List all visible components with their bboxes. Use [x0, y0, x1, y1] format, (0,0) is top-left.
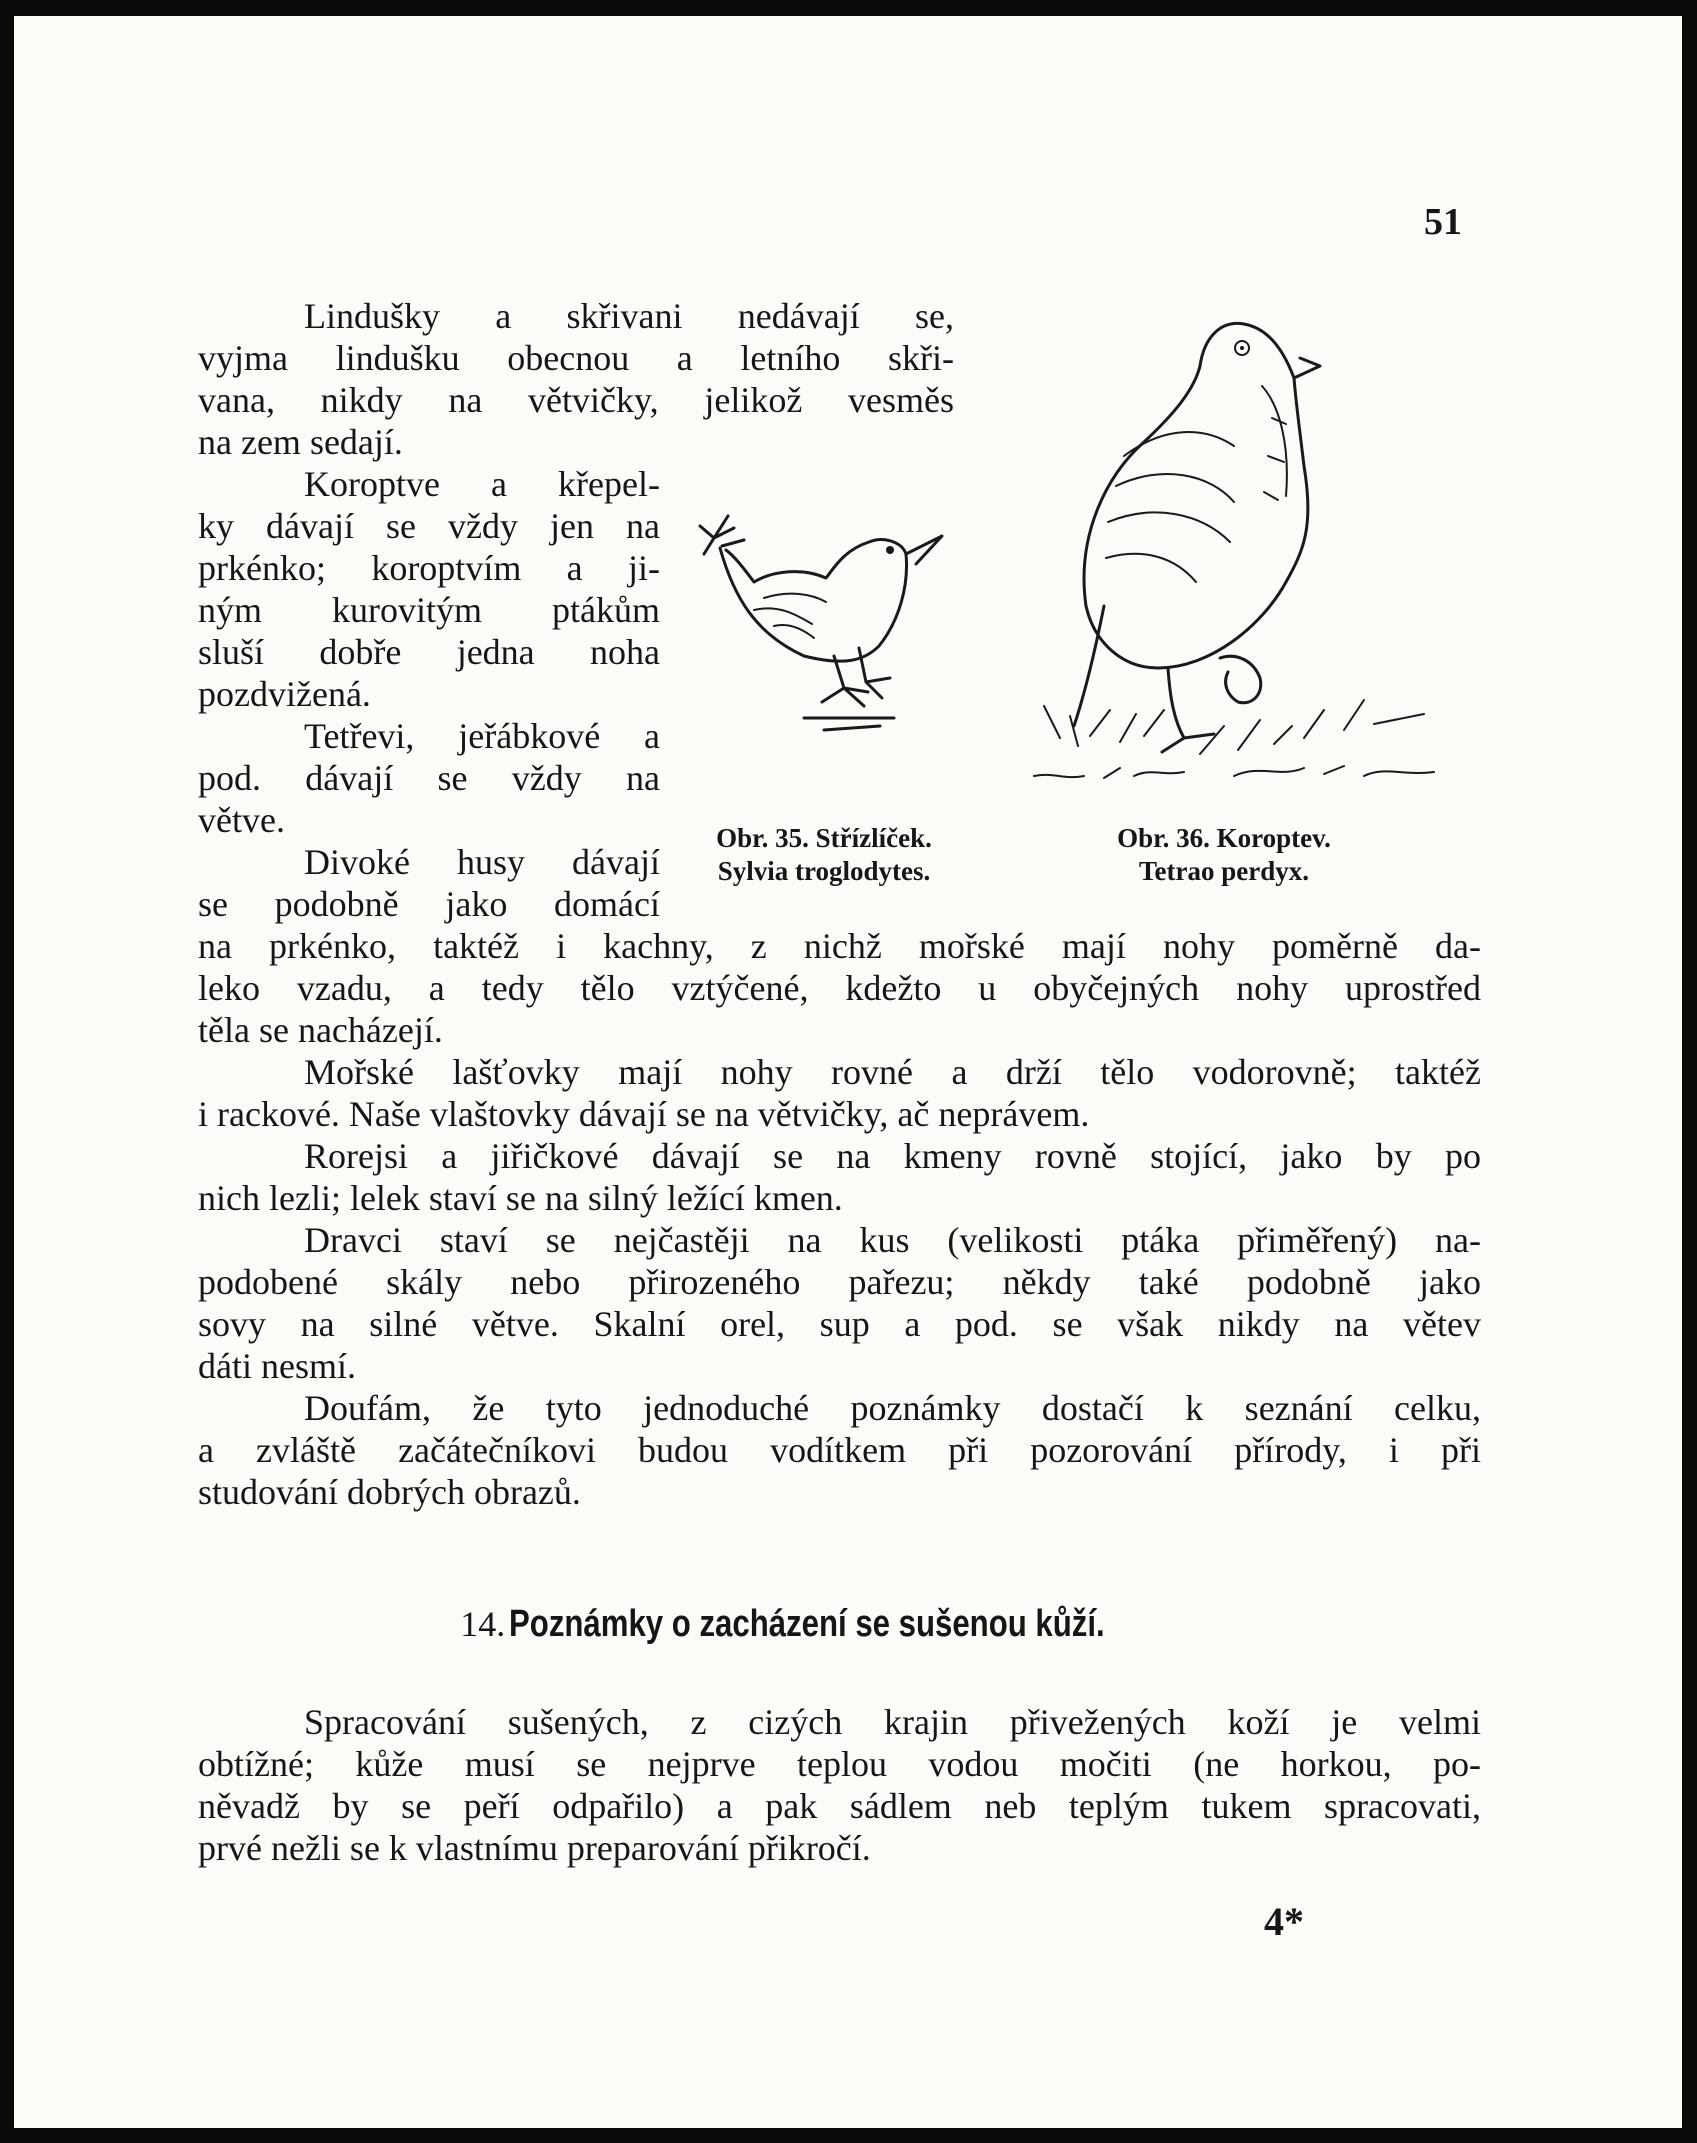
- text-line: Tetřevi, jeřábkové a: [304, 716, 660, 756]
- text-line: obtížné; kůže musí se nejprve teplou vodou močiti (ne horkou, po-: [198, 1744, 1481, 1784]
- text-line: prkénko; koroptvím a ji-: [198, 548, 660, 588]
- text-line: těla se nacházejí.: [198, 1010, 443, 1050]
- text-line: vana, nikdy na větvičky, jelikož vesměs: [198, 380, 954, 420]
- text-line: Mořské lašťovky mají nohy rovné a drží tělo vodorovně; taktéž: [304, 1052, 1481, 1092]
- text-line: Dravci staví se nejčastěji na kus (velikosti ptáka přiměřený) na-: [304, 1220, 1481, 1260]
- text-line: pozdvižená.: [198, 674, 371, 714]
- figure-35-number: Obr. 35. Střízlíček.: [716, 823, 932, 853]
- text-line: Lindušky a skřivani nedávají se,: [304, 296, 954, 336]
- text-line: leko vzadu, a tedy tělo vztýčené, kdežto u obyčejných nohy uprostřed: [198, 968, 1481, 1008]
- text-line: pod. dávají se vždy na: [198, 758, 660, 798]
- text-line: Rorejsi a jiřičkové dávají se na kmeny rovně stojící, jako by po: [304, 1136, 1481, 1176]
- text-line: ky dávají se vždy jen na: [198, 506, 660, 546]
- wren-icon: [694, 506, 964, 746]
- figure-36-caption: [1044, 822, 1404, 888]
- text-line: dáti nesmí.: [198, 1346, 356, 1386]
- section-title: Poznámky o zacházení se sušenou kůží.: [509, 1603, 1105, 1645]
- intro-paragraph: [198, 295, 954, 463]
- text-line: na zem sedají.: [198, 422, 403, 462]
- text-line: sluší dobře jedna noha: [198, 632, 660, 672]
- text-line: Spracování sušených, z cizých krajin přivežených koží je velmi: [304, 1702, 1481, 1742]
- figure-35-caption: [664, 822, 984, 888]
- partridge-icon: [1024, 306, 1454, 796]
- figure-36-number: Obr. 36. Koroptev.: [1117, 823, 1331, 853]
- text-line: něvadž by se peří odpařilo) a pak sádlem neb teplým tukem spracovati,: [198, 1786, 1481, 1826]
- figure-35-latin: Sylvia troglodytes.: [717, 856, 931, 886]
- text-line: i rackové. Naše vlaštovky dávají se na větvičky, ač neprávem.: [198, 1094, 1090, 1134]
- text-line: sovy na silné větve. Skalní orel, sup a pod. se však nikdy na větev: [198, 1304, 1481, 1344]
- left-column: [198, 463, 660, 925]
- page-number: 51: [1424, 201, 1462, 243]
- text-line: se podobně jako domácí: [198, 884, 660, 924]
- book-page: [14, 16, 1682, 2128]
- text-line: Koroptve a křepel-: [304, 464, 660, 504]
- text-line: podobené skály nebo přirozeného pařezu; někdy také podobně jako: [198, 1262, 1481, 1302]
- text-line: Divoké husy dávají: [304, 842, 660, 882]
- text-line: Doufám, že tyto jednoduché poznámky dostačí k seznání celku,: [304, 1388, 1481, 1428]
- body-text: [198, 925, 1481, 1513]
- text-line: prvé nežli se k vlastnímu preparování přikročí.: [198, 1828, 871, 1868]
- text-line: na prkénko, taktéž i kachny, z nichž mořské mají nohy poměrně da-: [198, 926, 1481, 966]
- text-line: ným kurovitým ptákům: [198, 590, 660, 630]
- text-line: studování dobrých obrazů.: [198, 1472, 581, 1512]
- text-line: a zvláště začátečníkovi budou vodítkem při pozorování přírody, i při: [198, 1430, 1481, 1470]
- text-line: větve.: [198, 800, 285, 840]
- text-line: nich lezli; lelek staví se na silný ležící kmen.: [198, 1178, 843, 1218]
- section-heading: [14, 1603, 1682, 1646]
- section-number: 14.: [460, 1604, 506, 1644]
- section-paragraph: [198, 1701, 1481, 1869]
- figure-36-latin: Tetrao perdyx.: [1139, 856, 1309, 886]
- signature-mark: 4*: [1264, 1899, 1304, 1944]
- text-line: vyjma lindušku obecnou a letního skři-: [198, 338, 954, 378]
